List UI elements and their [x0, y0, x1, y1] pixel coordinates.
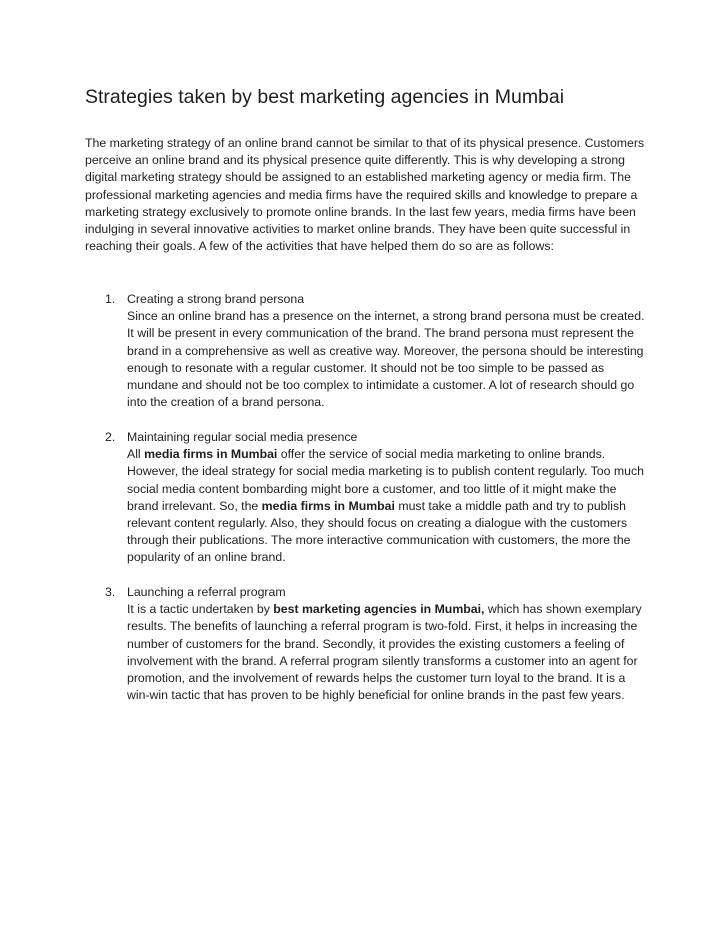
- body-text-segment: offer the service of social media marketing to online brands. However, the ideal strategy for social media marketing is to publish content regularly. Too much social media content bombarding might bore a customer, and too little of it might make the brand irrelevant. So, the: [127, 447, 644, 513]
- list-item: [105, 584, 650, 704]
- list-item-number: 2.: [105, 430, 116, 444]
- document-title: Strategies taken by best marketing agencies in Mumbai: [85, 86, 565, 108]
- list-item-body: [127, 601, 650, 704]
- intro-paragraph: The marketing strategy of an online brand cannot be similar to that of its physical presence. Customers perceive an online brand and its physical presence quite differently. This is why developing a strong digital marketing strategy should be assigned to an established marketing agency or media firm. The professional marketing agencies and media firms have the required skills and knowledge to prepare a marketing strategy exclusively to promote online brands. In the last few years, media firms have been indulging in several innovative activities to market online brands. They have been quite successful in reaching their goals. A few of the activities that have helped them do so are as follows:: [85, 136, 645, 254]
- body-text-segment: which has shown exemplary results. The benefits of launching a referral program is two-fold. First, it helps in increasing the number of customers for the brand. Secondly, it provides the existing customers a feeling of involvement with the brand. A referral program silently transforms a customer into an agent for promotion, and the involvement of rewards helps the customer turn loyal to the brand. It is a win-win tactic that has proven to be highly beneficial for online brands in the past few years.: [127, 602, 642, 703]
- bold-keyword: media firms in Mumbai: [261, 498, 395, 513]
- list-item-heading: Creating a strong brand persona: [127, 292, 305, 306]
- list-item-content: [127, 429, 650, 567]
- body-text-segment: It is a tactic undertaken by: [127, 602, 274, 617]
- list-item-content: [127, 291, 650, 411]
- body-text-segment: All: [127, 447, 145, 462]
- list-item-number: 1.: [105, 292, 116, 306]
- list-item-number: 3.: [105, 585, 116, 599]
- bold-keyword: media firms in Mumbai: [144, 447, 278, 462]
- list-item-heading: Launching a referral program: [127, 585, 286, 599]
- list-item: [105, 291, 650, 411]
- list-item-content: [127, 584, 650, 704]
- list-item-body: [127, 446, 650, 566]
- body-text-segment: must take a middle path and try to publish relevant content regularly. Also, they should focus on creating a dialogue with the customers through their publications. The more interactive communication with customers, the more the popularity of an online brand.: [127, 498, 631, 565]
- bold-keyword: best marketing agencies in Mumbai,: [273, 602, 485, 617]
- list-item-body: Since an online brand has a presence on the internet, a strong brand persona must be created. It will be present in every communication of the brand. The brand persona must represent the brand in a comprehensive as well as creative way. Moreover, the persona should be interesting enough to resonate with a regular customer. It should not be too simple to be passed as mundane and should not be too complex to intimidate a customer. A lot of research should go into the creation of a brand persona.: [127, 309, 645, 410]
- list-item-heading: Maintaining regular social media presence: [127, 430, 358, 444]
- list-item: [105, 429, 650, 567]
